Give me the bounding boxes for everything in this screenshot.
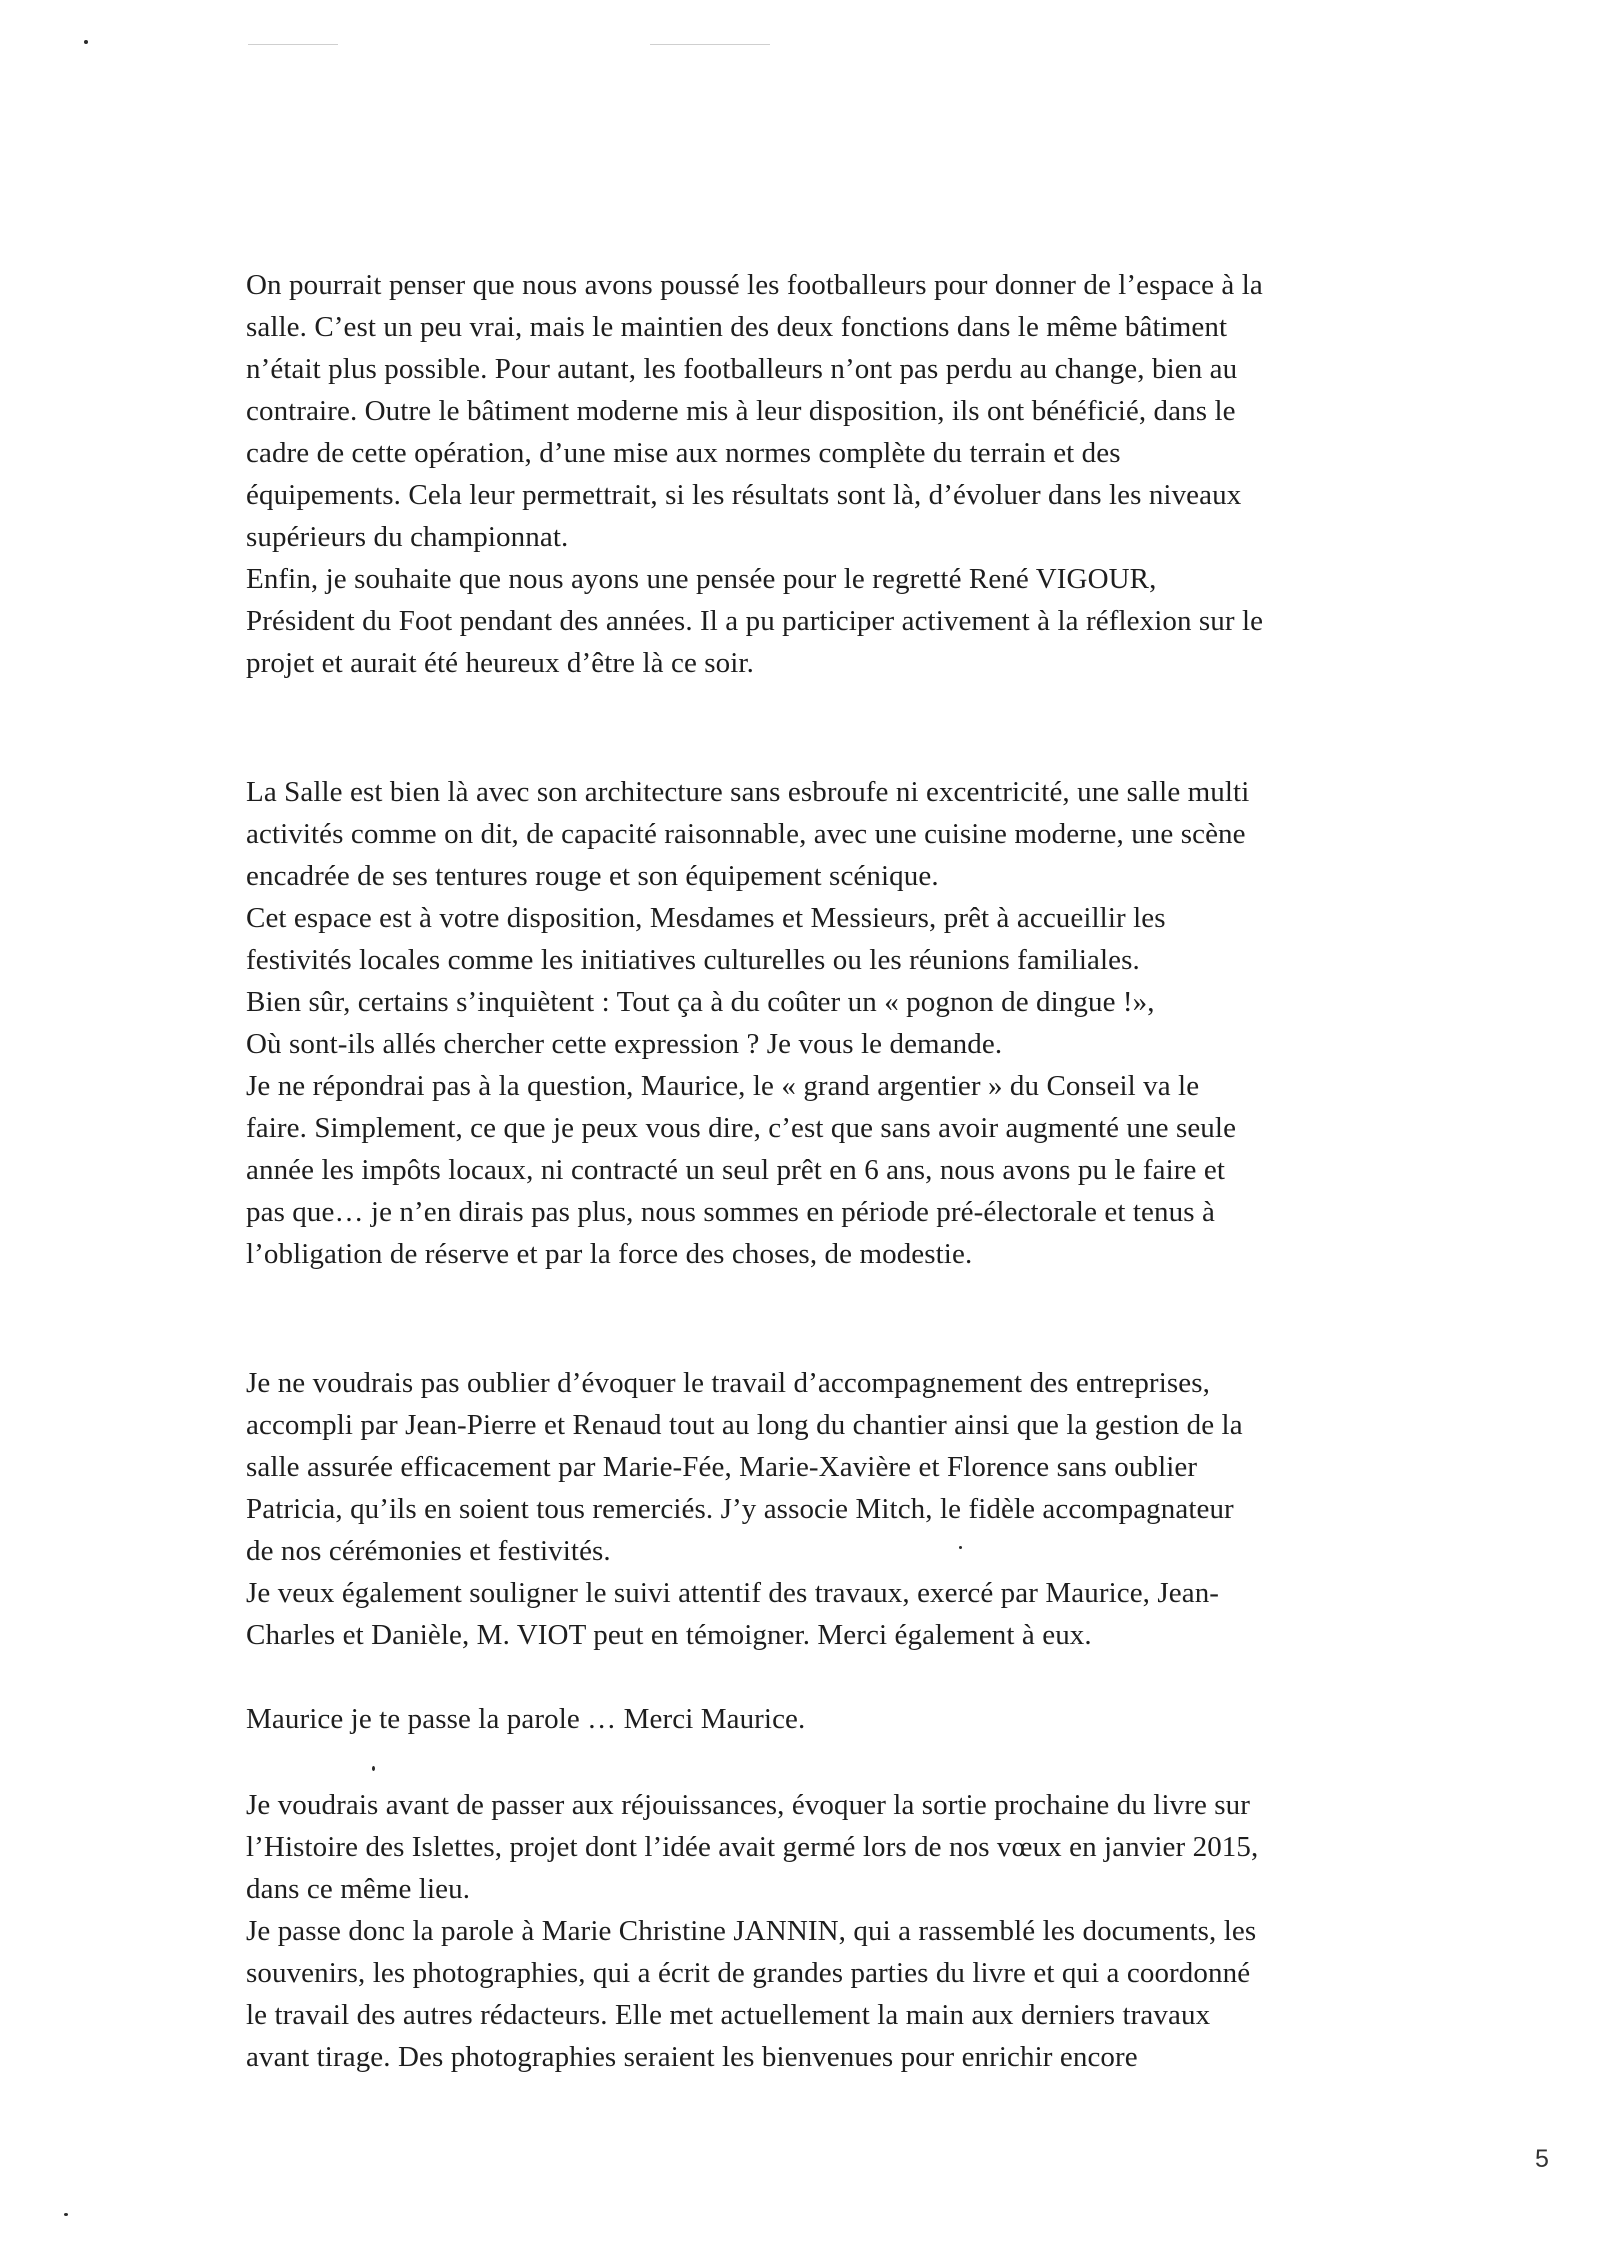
text-line: année les impôts locaux, ni contracté un seul prêt en 6 ans, nous avons pu le faire et bbox=[246, 1154, 1225, 1186]
scan-artifact bbox=[650, 44, 770, 45]
text-line: Maurice je te passe la parole … Merci Maurice. bbox=[246, 1703, 806, 1735]
text-line: le travail des autres rédacteurs. Elle met actuellement la main aux derniers travaux bbox=[246, 1999, 1211, 2031]
text-line: n’était plus possible. Pour autant, les footballeurs n’ont pas perdu au change, bien au bbox=[246, 353, 1238, 385]
text-line: l’obligation de réserve et par la force des choses, de modestie. bbox=[246, 1238, 973, 1270]
text-line: encadrée de ses tentures rouge et son équipement scénique. bbox=[246, 860, 939, 892]
text-line: La Salle est bien là avec son architecture sans esbroufe ni excentricité, une salle multi bbox=[246, 776, 1250, 808]
scan-speck bbox=[372, 1766, 375, 1771]
text-line: avant tirage. Des photographies seraient les bienvenues pour enrichir encore bbox=[246, 2041, 1138, 2073]
page-number: 5 bbox=[1535, 2145, 1549, 2173]
text-line: souvenirs, les photographies, qui a écrit de grandes parties du livre et qui a coordonné bbox=[246, 1957, 1251, 1989]
text-line: de nos cérémonies et festivités. bbox=[246, 1535, 611, 1567]
scan-speck bbox=[84, 40, 88, 44]
text-line: Je ne voudrais pas oublier d’évoquer le travail d’accompagnement des entreprises, bbox=[246, 1367, 1210, 1399]
scan-speck bbox=[959, 1546, 962, 1549]
text-line: salle. C’est un peu vrai, mais le maintien des deux fonctions dans le même bâtiment bbox=[246, 311, 1228, 343]
text-line: supérieurs du championnat. bbox=[246, 521, 569, 553]
text-line: équipements. Cela leur permettrait, si les résultats sont là, d’évoluer dans les niveaux bbox=[246, 479, 1242, 511]
text-line: Patricia, qu’ils en soient tous remerciés. J’y associe Mitch, le fidèle accompagnateur bbox=[246, 1493, 1234, 1525]
text-line: Où sont-ils allés chercher cette expression ? Je vous le demande. bbox=[246, 1028, 1003, 1060]
text-line: projet et aurait été heureux d’être là ce soir. bbox=[246, 647, 754, 679]
text-line: accompli par Jean-Pierre et Renaud tout au long du chantier ainsi que la gestion de la bbox=[246, 1409, 1243, 1441]
text-line: Enfin, je souhaite que nous ayons une pensée pour le regretté René VIGOUR, bbox=[246, 563, 1157, 595]
text-line: activités comme on dit, de capacité raisonnable, avec une cuisine moderne, une scène bbox=[246, 818, 1246, 850]
text-line: dans ce même lieu. bbox=[246, 1873, 471, 1905]
text-line: Président du Foot pendant des années. Il a pu participer activement à la réflexion sur le bbox=[246, 605, 1264, 637]
text-line: salle assurée efficacement par Marie-Fée, Marie-Xavière et Florence sans oublier bbox=[246, 1451, 1198, 1483]
text-line: Je passe donc la parole à Marie Christine JANNIN, qui a rassemblé les documents, les bbox=[246, 1915, 1257, 1947]
text-line: Je veux également souligner le suivi attentif des travaux, exercé par Maurice, Jean- bbox=[246, 1577, 1220, 1609]
text-line: Cet espace est à votre disposition, Mesdames et Messieurs, prêt à accueillir les bbox=[246, 902, 1166, 934]
text-line: l’Histoire des Islettes, projet dont l’idée avait germé lors de nos vœux en janvier 2015, bbox=[246, 1831, 1259, 1863]
text-line: On pourrait penser que nous avons poussé les footballeurs pour donner de l’espace à la bbox=[246, 269, 1263, 301]
text-line: Je ne répondrai pas à la question, Maurice, le « grand argentier » du Conseil va le bbox=[246, 1070, 1200, 1102]
scan-speck bbox=[64, 2213, 68, 2216]
text-line: pas que… je n’en dirais pas plus, nous sommes en période pré-électorale et tenus à bbox=[246, 1196, 1215, 1228]
scan-artifact bbox=[248, 44, 338, 45]
text-line: cadre de cette opération, d’une mise aux normes complète du terrain et des bbox=[246, 437, 1121, 469]
text-line: Je voudrais avant de passer aux réjouissances, évoquer la sortie prochaine du livre sur bbox=[246, 1789, 1251, 1821]
text-line: festivités locales comme les initiatives culturelles ou les réunions familiales. bbox=[246, 944, 1140, 976]
text-line: faire. Simplement, ce que je peux vous dire, c’est que sans avoir augmenté une seule bbox=[246, 1112, 1237, 1144]
text-line: contraire. Outre le bâtiment moderne mis à leur disposition, ils ont bénéficié, dans le bbox=[246, 395, 1236, 427]
text-line: Charles et Danièle, M. VIOT peut en témoigner. Merci également à eux. bbox=[246, 1619, 1092, 1651]
text-line: Bien sûr, certains s’inquiètent : Tout ça à du coûter un « pognon de dingue !», bbox=[246, 986, 1155, 1018]
